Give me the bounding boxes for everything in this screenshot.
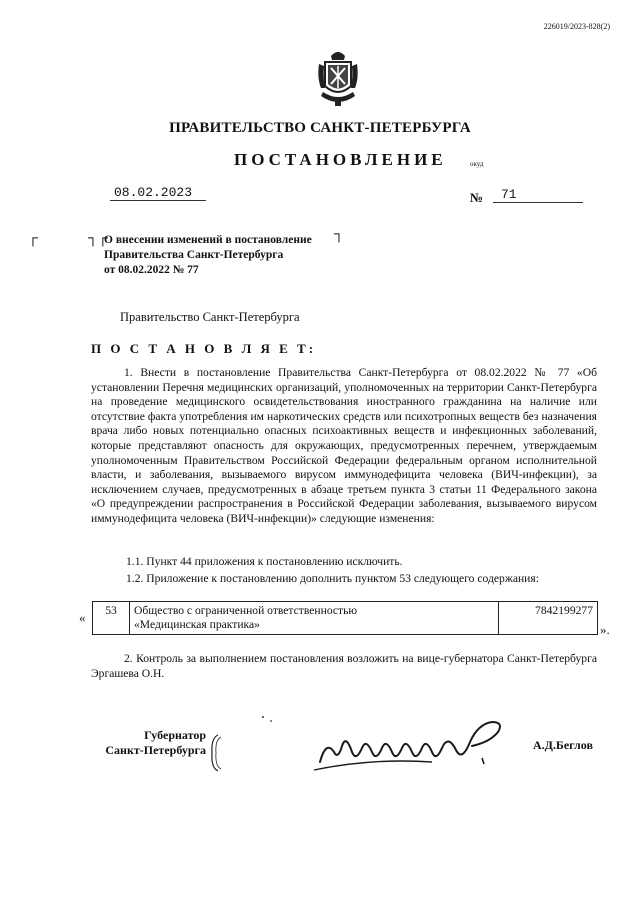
organization-name-line: Общество с ограниченной ответственностью bbox=[134, 604, 358, 617]
scan-speck bbox=[262, 716, 264, 718]
clause-1 bbox=[91, 366, 597, 527]
clause-2-text: 2. Контроль за выполнением постановления возложить на вице-губернатора Санкт-Петербурга Эргашева О.Н. bbox=[91, 652, 597, 680]
subject-line: О внесении изменений в постановление bbox=[104, 234, 312, 246]
corner-mark-subject-left: ┐┌ bbox=[88, 231, 108, 246]
corner-mark-subject-right: ┐ bbox=[334, 227, 344, 242]
decree-heading: П О С Т А Н О В Л Я Е Т: bbox=[91, 341, 317, 356]
subject-block bbox=[104, 233, 344, 278]
okud-code-label: окуд bbox=[470, 160, 484, 168]
clause-1-2: 1.2. Приложение к постановлению дополнить пунктом 53 следующего содержания: bbox=[126, 572, 539, 585]
row-number: 53 bbox=[93, 602, 130, 635]
inn-cell: 7842199277 bbox=[499, 602, 598, 635]
appendix-table bbox=[92, 601, 598, 635]
clause-1-text: 1. Внести в постановление Правительства Санкт-Петербурга от 08.02.2022 № 77 «Об установлении Перечня медицинских организаций, уполномоченных на территории Санкт-Петербурга на проведение медицинского освидетельствования иностранного гражданина на наличие или отсутствие факта употребления им наркотических средств или психотропных веществ без назначения врача либо новых потенциально опасных психоактивных веществ и инфекционных заболеваний, которые представляют опасность для окружающих, предусмотренных перечнем, утверждаемым уполномоченным Правительством Российской Федерации федеральным органом исполнительной власти, и заболевания, вызываемого вирусом иммунодефицита человека (ВИЧ-инфекции), за исключением случаев, предусмотренных в абзаце третьем пункта 3 статьи 11 Федерального закона «О предупреждении распространения в Российской Федерации заболевания, вызываемого вирусом иммунодефицита человека (ВИЧ-инфекции)» следующие изменения: bbox=[91, 366, 597, 525]
organization-name-cell bbox=[130, 602, 499, 635]
document-id: 226019/2023-828(2) bbox=[543, 22, 610, 31]
scan-speck bbox=[270, 720, 272, 722]
table-quote-open: « bbox=[79, 610, 86, 625]
document-number: 71 bbox=[493, 187, 583, 203]
document-date: 08.02.2023 bbox=[110, 185, 206, 201]
signatory-title-line: Губернатор bbox=[144, 728, 206, 742]
organization-name-line: «Медицинская практика» bbox=[134, 618, 260, 631]
signatory-title bbox=[93, 728, 206, 758]
table-row bbox=[93, 602, 598, 635]
signature-bracket-icon bbox=[208, 734, 222, 772]
clause-1-1: 1.1. Пункт 44 приложения к постановлению исключить. bbox=[126, 555, 403, 568]
table-quote-close: ». bbox=[600, 622, 610, 637]
document-type-title: ПОСТАНОВЛЕНИЕ bbox=[234, 150, 447, 169]
corner-mark-left: ┌ bbox=[28, 231, 38, 246]
subject-line: Правительства Санкт-Петербурга bbox=[104, 249, 284, 261]
handwritten-signature-icon bbox=[312, 712, 512, 782]
organization-title: ПРАВИТЕЛЬСТВО САНКТ-ПЕТЕРБУРГА bbox=[169, 120, 471, 136]
clause-2 bbox=[91, 652, 597, 681]
subject-line: от 08.02.2022 № 77 bbox=[104, 264, 199, 276]
issuer-line: Правительство Санкт-Петербурга bbox=[120, 310, 300, 324]
coat-of-arms-icon bbox=[311, 48, 365, 110]
signatory-title-line: Санкт-Петербурга bbox=[105, 743, 206, 757]
number-sign: № bbox=[470, 190, 484, 205]
signatory-name: А.Д.Беглов bbox=[533, 738, 593, 752]
